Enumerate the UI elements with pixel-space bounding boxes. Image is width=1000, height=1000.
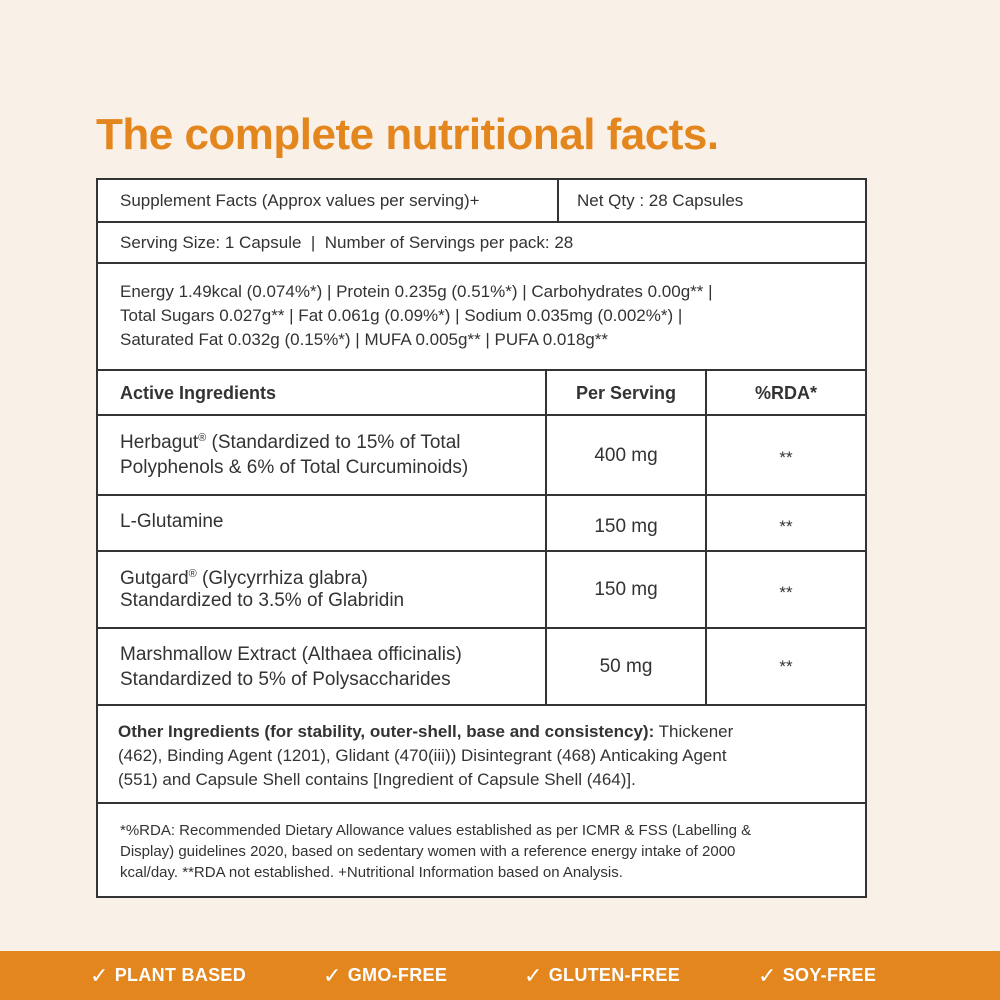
nutrition-line-2: Total Sugars 0.027g** | Fat 0.061g (0.09%*) | Sodium 0.035mg (0.002%*) | [120, 306, 683, 325]
ingredient-desc-line2: Standardized to 5% of Polysaccharides [120, 668, 451, 690]
registered-mark: ® [198, 432, 207, 444]
footnote-line-3: kcal/day. **RDA not established. +Nutritional Information based on Analysis. [120, 864, 623, 881]
ingredient-amount: 50 mg [599, 656, 653, 677]
col-active-ingredients: Active Ingredients [120, 382, 277, 403]
other-ingredients [118, 720, 857, 802]
col-rda: %RDA* [754, 382, 817, 403]
ingredient-name [120, 629, 542, 704]
nutrition-line-3: Saturated Fat 0.032g (0.15%*) | MUFA 0.005g** | PUFA 0.018g** [120, 330, 608, 349]
feature-badges-bar [0, 951, 1000, 1000]
badge-soy-free [758, 951, 876, 1000]
other-ingredients-line-2: (462), Binding Agent (1201), Glidant (470(iii)) Disintegrant (468) Anticaking Agent [118, 746, 727, 765]
nutrition-row [98, 264, 865, 371]
badge-plant-based [90, 951, 246, 1000]
footnote-line-1: *%RDA: Recommended Dietary Allowance values established as per ICMR & FSS (Labelling & [120, 822, 752, 839]
badge-label: GLUTEN-FREE [548, 965, 681, 985]
footnote [120, 820, 857, 898]
serving-info: Serving Size: 1 Capsule | Number of Servings per pack: 28 [120, 232, 574, 252]
ingredient-desc: (Glycyrrhiza glabra) [196, 567, 368, 589]
ingredient-rda: ** [779, 582, 793, 602]
ingredient-desc-line2: Standardized to 3.5% of Glabridin [120, 589, 405, 611]
table-row [98, 552, 865, 629]
check-icon: ✓ [90, 962, 109, 988]
supplement-facts-label: Supplement Facts (Approx values per serving)+ [120, 190, 480, 210]
facts-header-row [98, 180, 865, 223]
badge-gmo-free [323, 951, 447, 1000]
badge-label: GMO-FREE [347, 965, 448, 985]
col-per-serving: Per Serving [575, 382, 677, 403]
badge-label: PLANT BASED [114, 965, 247, 985]
ingredient-brand: Gutgard [120, 567, 189, 589]
supplement-facts-table [96, 178, 867, 898]
check-icon: ✓ [524, 962, 543, 988]
header-divider [557, 180, 559, 221]
ingredient-brand: Marshmallow Extract (Althaea officinalis) [120, 643, 462, 665]
serving-row [98, 223, 865, 264]
footnote-line-2: Display) guidelines 2020, based on sedentary women with a reference energy intake of 2000 [120, 843, 736, 860]
ingredients-header-row [98, 371, 865, 416]
ingredient-rda: ** [779, 448, 793, 467]
ingredient-brand: Herbagut [120, 432, 199, 453]
ingredient-name: L-Glutamine [120, 511, 224, 532]
other-ingredients-text: Thickener [654, 722, 734, 741]
table-row [98, 496, 865, 552]
ingredient-name [120, 416, 540, 494]
other-ingredients-line-3: (551) and Capsule Shell contains [Ingredient of Capsule Shell (464)]. [118, 770, 636, 789]
ingredient-rda: ** [779, 656, 793, 676]
ingredient-desc-line2: Polyphenols & 6% of Total Curcuminoids) [120, 457, 469, 478]
footnote-row [98, 804, 865, 898]
table-row [98, 629, 865, 706]
badge-gluten-free [524, 951, 680, 1000]
ingredient-amount: 150 mg [594, 579, 658, 600]
check-icon: ✓ [323, 962, 342, 988]
badge-label: SOY-FREE [782, 965, 877, 985]
page-title: The complete nutritional facts. [96, 110, 719, 159]
ingredient-desc: (Standardized to 15% of Total [206, 432, 461, 453]
ingredient-amount: 150 mg [594, 515, 658, 537]
registered-mark: ® [188, 567, 197, 580]
net-qty-label: Net Qty : 28 Capsules [577, 190, 744, 210]
other-ingredients-row [98, 706, 865, 804]
ingredient-name [120, 552, 540, 627]
nutrition-line-1: Energy 1.49kcal (0.074%*) | Protein 0.235g (0.51%*) | Carbohydrates 0.00g** | [120, 282, 713, 301]
ingredient-amount: 400 mg [594, 444, 658, 466]
other-ingredients-label: Other Ingredients (for stability, outer-shell, base and consistency): [118, 722, 655, 741]
table-row [98, 416, 865, 496]
nutrition-info [120, 280, 855, 369]
check-icon: ✓ [758, 962, 777, 988]
ingredient-rda: ** [779, 517, 793, 536]
